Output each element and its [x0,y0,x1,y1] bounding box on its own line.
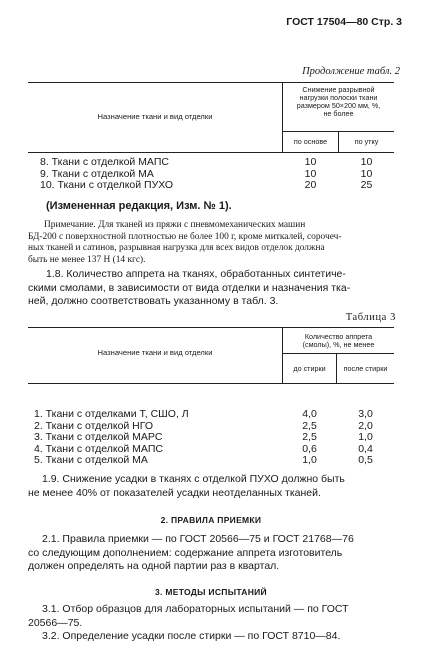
note-paragraph [28,220,341,266]
section-3-heading: 3. МЕТОДЫ ИСПЫТАНИЙ [155,587,267,597]
table3-col-before-values [283,409,336,467]
table3-title: Таблица 3 [345,312,396,323]
table3-cell: 0,4 [358,442,373,455]
section-2-heading: 2. ПРАВИЛА ПРИЕМКИ [160,515,262,525]
table3-cell: 0,6 [302,442,317,455]
paragraph-line: 2.1. Правила приемки — по ГОСТ 20566—75 и ГОСТ 21768—76 [42,533,354,545]
note-line: ных тканей и сатинов, разрывная нагрузка для всех видов отделок должна [28,243,325,253]
table2-continuation-label: Продолжение табл. 2 [302,66,400,77]
table2-row-name: 9. Ткани с отделкой МА [40,167,154,180]
paragraph-line: 3.1. Отбор образцов для лабораторных испытаний — по ГОСТ [42,603,349,615]
page-header: ГОСТ 17504—80 Стр. 3 [286,16,402,28]
table3-subheader-rule [282,353,394,354]
table3-cell: 2,0 [358,419,373,432]
table-row [40,157,173,192]
table2-cell: 10 [304,167,317,180]
paragraph-line: не менее 40% от показателей усадки неотделанных тканей. [28,486,321,499]
section-3-body [28,603,349,644]
table3-header-bottom-rule [28,383,394,384]
paragraph-1-8 [28,268,350,309]
table2-cell: 10 [360,156,373,168]
table2-name-header: Назначение ткани и вид отделки [97,112,213,121]
table3-cell: 1,0 [358,431,373,443]
table3-row-name: 3. Ткани с отделкой МАРС [34,431,163,443]
table2-cell: 10 [360,167,373,180]
amendment-note: (Измененная редакция, Изм. № 1). [46,200,232,212]
table2-group-header-line: Снижение разрывной [302,85,375,94]
table3-top-rule [28,327,394,328]
table2-top-rule [28,82,394,83]
table2-cell: 20 [304,179,317,191]
table3-cell: 4,0 [302,408,317,420]
table2-row-name: 8. Ткани с отделкой МАПС [40,156,169,168]
table3-name-header: Назначение ткани и вид отделки [97,348,213,357]
table2-cell: 10 [304,156,317,168]
table3-subheader-before-wash: до стирки [293,364,326,373]
table3-subheader-after-wash: после стирки [343,364,388,373]
table2-group-header [283,86,394,118]
table2-group-header-line: не более [323,109,354,118]
paragraph-line: 1.9. Снижение усадки в тканях с отделкой ПУХО должно быть [42,473,345,485]
paragraph-line: скими смолами, в зависимости от вида отделки и назначения тка- [28,281,351,294]
table3-group-header-line: Количество аппрета [304,332,373,341]
table2-cell: 25 [360,179,373,191]
note-line: быть не менее 137 Н (14 кгс). [28,254,146,265]
paragraph-line: со следующим дополнением: содержание аппрета изготовитель [28,546,343,559]
paragraph-line: 20566—75. [28,616,83,629]
table3-cell: 1,0 [302,454,317,466]
table3-row-name: 2. Ткани с отделкой НГО [34,419,154,432]
table2-col-warp-values [283,157,338,192]
table2-col-weft-values [339,157,394,192]
table3-group-header-line: (смолы), %, не менее [302,340,375,349]
table3-row-name: 4. Ткани с отделкой МАПС [34,442,163,455]
table2-subheader-weft: по утку [354,137,379,146]
table3-cell: 3,0 [358,408,373,420]
note-line: Примечание. Для тканей из пряжи с пневмомеханических машин [44,220,306,230]
table2-header-bottom-rule [28,152,394,153]
table-row [34,409,189,467]
table3-cell: 2,5 [302,431,317,443]
section-2-body [28,533,354,574]
table3-group-header [283,333,394,349]
paragraph-line: должен определять на одной партии раз в квартал. [28,560,280,572]
paragraph-line: ней, должно соответствовать указанному в табл. 3. [28,295,279,307]
table2-group-header-line: размером 50×200 мм, %, [296,101,381,110]
table3-row-name: 5. Ткани с отделкой МА [34,454,148,466]
table3-row-name: 1. Ткани с отделками Т, СШО, Л [34,408,189,420]
table3-cell: 2,5 [302,419,317,432]
paragraph-line: 3.2. Определение усадки после стирки — по ГОСТ 8710—84. [42,630,341,642]
table2-row-name: 10. Ткани с отделкой ПУХО [40,179,174,191]
table3-cell: 0,5 [358,454,373,466]
note-line: БД-200 с поверхностной плотностью не более 100 г, кроме миткалей, сорочеч- [28,231,342,242]
paragraph-line: 1.8. Количество аппрета на тканях, обработанных синтетиче- [46,268,346,280]
paragraph-1-9 [28,473,345,500]
table2-group-header-line: нагрузки полоски ткани [299,93,378,102]
table3-col-after-values [337,409,394,467]
table2-subheader-warp: по основе [293,137,328,146]
